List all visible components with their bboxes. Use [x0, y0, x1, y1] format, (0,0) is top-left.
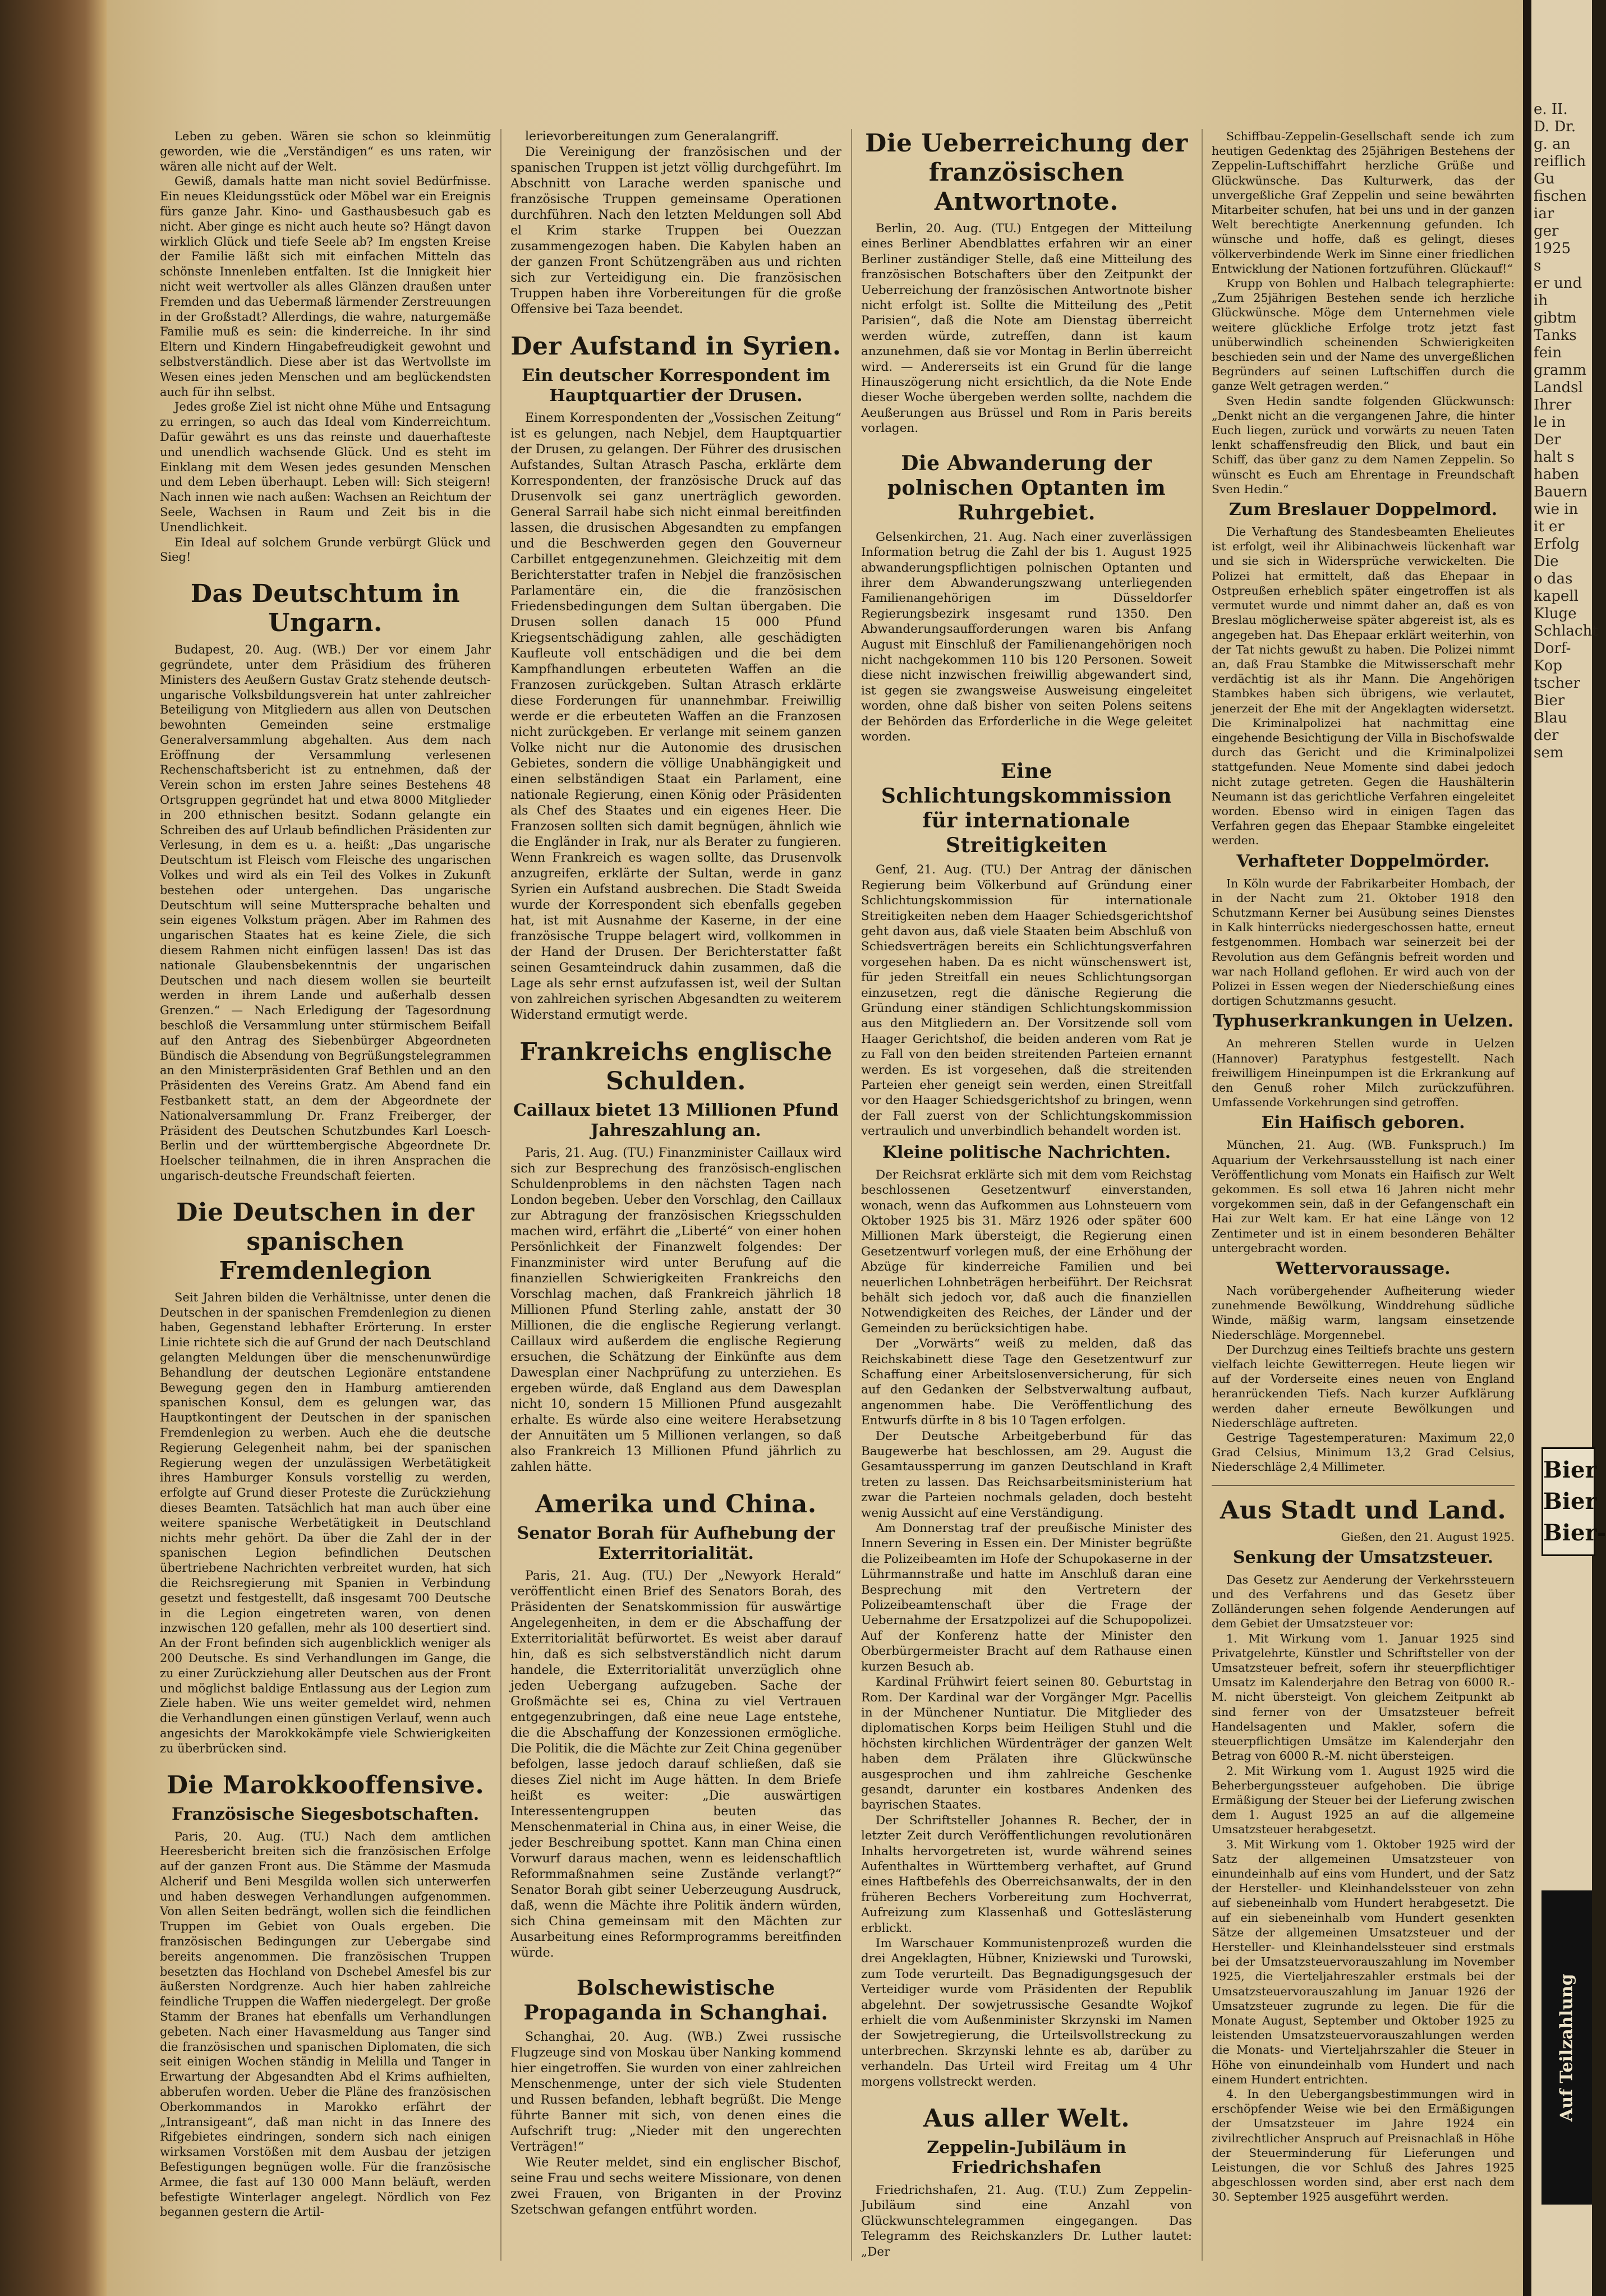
column-rule	[851, 129, 852, 2261]
adjacent-page-fragment: halt s	[1534, 449, 1575, 466]
article-haifisch	[1212, 1138, 1515, 1255]
paragraph: Genf, 21. Aug. (TU.) Der Antrag der dänischen Regierung beim Völkerbund auf Gründung einer Schlichtungskommission für internationale Streitigkeiten neben dem Haager Schiedsgerichtshof geht davon aus, daß viele Staaten beim Abschluß von Schiedsverträgen bereits ein Schlichtungsverfahren vorgesehen haben. Da es nicht wünschenswert ist, für jeden Streitfall ein neues Schlichtungsorgan einzusetzen, regt die dänische Regierung die Gründung einer ständigen Schlichtungskommission aus den Mitgliedern an. Der Vorsitzende soll vom Haager Gerichtshof, die beiden anderen vom Rat je zu Fall von den beiden streitenden Parteien ernannt werden. Es ist vorgesehen, daß die streitenden Parteien eher geneigt sein werden, einen Streitfall vor den Haager Schiedsgerichtshof zu bringen, wenn der Fall zuerst von der Schlichtungskommission vertraulich und unverbindlich behandelt worden ist.	[861, 863, 1192, 1139]
headline-kleine-nachrichten: Kleine politische Nachrichten.	[882, 1142, 1171, 1162]
article-antwortnote	[861, 221, 1192, 436]
adjacent-page-fragment: 1925	[1534, 240, 1571, 257]
adjacent-page-fragment: Gu	[1534, 171, 1555, 187]
article-wettervoraussage	[1212, 1283, 1515, 1475]
article-family-ideal	[160, 129, 491, 565]
adjacent-page-fragment: le in	[1534, 414, 1566, 431]
article-marokkooffensive	[160, 1829, 491, 2220]
article-marokko-continued	[510, 129, 841, 318]
article-polnische-optanten	[861, 530, 1192, 745]
subheadline-korrespondent-drusen: Ein deutscher Korrespondent im Hauptquartier der Drusen.	[522, 366, 830, 406]
paragraph: Paris, 21. Aug. (TU.) Der „Newyork Herald“ veröffentlicht einen Brief des Senators Borah, des Präsidenten der Senatskommission für auswärtige Angelegenheiten, in dem er die Abschaffung der Exterritorialität befürwortet. Es weist aber darauf hin, daß es sich selbstverständlich nicht darum handele, die Exterritorialität unverzüglich ohne jeden Uebergang aufzugeben. Sache der Großmächte sei es, China zu viel Vertrauen entgegenzubringen, daß eine neue Lage entstehe, die die Abschaffung der Konzessionen ermögliche. Die Politik, die die Mächte zur Zeit China gegenüber befolgen, lasse jedoch darauf schließen, daß sie dieses Ziel nicht im Auge hätten. In dem Briefe heißt es weiter: „Die auswärtigen Interessentengruppen beuten das Menschenmaterial in China aus, in einer Weise, die jeder Beschreibung spottet. Kann man China einen Vorwurf daraus machen, wenn es leidenschaftlich Reformmaßnahmen seine Zustände verlangt?“ Senator Borah gibt seiner Ueberzeugung Ausdruck, daß, wenn die Mächte ihre Politik ändern würden, sich China gemeinsam mit den Mächten zur Ausarbeitung eines Reformprogramms bereitfinden würde.	[510, 1569, 841, 1960]
paragraph: Schiffbau-Zeppelin-Gesellschaft sende ich zum heutigen Gedenktag des 25jährigen Bestehens der Zeppelin-Luftschiffahrt herzliche Grüße und Glückwünsche. Das Kulturwerk, das der unvergeßliche Graf Zeppelin und seine bewährten Mitarbeiter schufen, hat bei uns und in der ganzen Welt berechtigte Anerkennung gefunden. Ich wünsche und hoffe, daß es gelingt, dieses völkerverbindende Werk im Sinne einer friedlichen Entwicklung der Nationen fortzuführen. Glückauf!“	[1212, 130, 1515, 275]
headline-antwortnote: Die Ueberreichung der französischen Antwortnote.	[865, 129, 1188, 216]
paragraph: Im Warschauer Kommunistenprozeß wurden die drei Angeklagten, Hübner, Kniziewski und Turowski, zum Tode verurteilt. Das Begnadigungsgesuch der Verteidiger wurde vom Präsidenten der Republik abgelehnt. Der sowjetrussische Gesandte Wojkof erhielt die vom Außenminister Skrzynski im Namen der Sowjetregierung, die Urteilsvollstreckung zu unterbrechen. Skrzynski lehnte es ab, darüber zu verhandeln. Das Urteil wird Freitag um 4 Uhr morgens vollstreckt werden.	[861, 1936, 1192, 2089]
article-amerika-china	[510, 1568, 841, 1961]
adjacent-page-fragment: g. an	[1534, 136, 1571, 153]
adjacent-page-fragment: fein	[1534, 344, 1562, 361]
headline-aus-aller-welt: Aus aller Welt.	[923, 2104, 1130, 2133]
headline-propaganda-schanghai: Bolschewistische Propaganda in Schanghai.	[523, 1976, 829, 2024]
adjacent-page-fragment: gibtm	[1534, 310, 1577, 326]
paragraph: Jedes große Ziel ist nicht ohne Mühe und Entsagung zu erringen, so auch das Ideal vom Kinderreichtum. Dafür gewährt es uns das reinste und dauerhafteste und unendlich wachsende Glück. Und es steht im Einklang mit dem Wesen jedes gesunden Menschen und dem Leben überhaupt. Leben will: Sich steigern! Nach innen wie nach außen: Wachsen an Reichtum der Seele, Wachsen in Raum und Zeit bis in die Unendlichkeit.	[160, 400, 491, 534]
adjacent-page-fragment: e. II.	[1534, 101, 1568, 118]
adjacent-page-fragment: er und	[1534, 275, 1582, 292]
article-frankreich-schulden	[510, 1145, 841, 1475]
column-1	[160, 129, 491, 2283]
headline-aufstand-syrien: Der Aufstand in Syrien.	[510, 332, 841, 361]
adjacent-page-fragment: iar	[1534, 205, 1554, 222]
paragraph: Der Schriftsteller Johannes R. Becher, der in letzter Zeit durch Veröffentlichungen revolutionären Inhalts hervorgetreten ist, wurde während seines Aufenthaltes in Württemberg verhaftet, auf Grund eines Haftbefehls des Oberreichsanwalts, der in den früheren Bechers Vorbereitung zum Hochverrat, Aufreizung zum Klassenhaß und Gotteslästerung erblickt.	[861, 1813, 1192, 1935]
paragraph: Die Vereinigung der französischen und der spanischen Truppen ist jetzt völlig durchgeführt. Im Abschnitt von Larache werden spanische und französische Truppen gemeinsame Operationen durchführen. Nach den letzten Meldungen soll Abd el Krim starke Truppen bei Ouezzan zusammengezogen haben. Die Kabylen haben an der ganzen Front Schützengräben aus und richten sich zur Verteidigung ein. Die französischen Truppen haben ihre Vorbereitungen für die große Offensive bei Taza beendet.	[510, 145, 841, 316]
adjacent-page-fragment: gramm	[1534, 362, 1586, 379]
paragraph: Gewiß, damals hatte man nicht soviel Bedürfnisse. Ein neues Kleidungsstück oder Möbel war ein Ereignis fürs ganze Jahr. Kino- und Gasthausbesuch gab es nicht. Aber ginge es nicht auch heute so? Hängt davon wirklich Glück und tiefe Seele ab? Im engsten Kreise der Familie läßt sich mit einfachen Mitteln das schönste Innenleben entfalten. Ist die Innigkeit hier nicht weit wertvoller als alles Glänzen draußen unter Fremden und das Uebermaß lärmender Zerstreuungen in der Großstadt? Allerdings, die wahre, naturgemäße Familie muß es sein: die kinderreiche. In ihr sind Eltern und Kindern Hingabefreudigkeit gewohnt und selbstverständlich. Diese aber ist das Wertvollste im Wesen eines jeden Menschen und am beglückendsten auch für ihn selbst.	[160, 174, 491, 399]
headline-frankreich-schulden: Frankreichs englische Schulden.	[519, 1038, 832, 1096]
adjacent-page-fragment: tscher	[1534, 675, 1580, 692]
adjacent-page-fragment: it er	[1534, 518, 1564, 535]
column-rule	[500, 129, 501, 2261]
adjacent-page-fragment: sem	[1534, 744, 1564, 761]
subheadline-senator-borah: Senator Borah für Aufhebung der Exterritorialität.	[517, 1524, 835, 1563]
adjacent-page-fragment: ih	[1534, 292, 1548, 309]
article-breslauer-doppelmord	[1212, 524, 1515, 848]
subheadline-caillaux: Caillaux bietet 13 Millionen Pfund Jahreszahlung an.	[513, 1101, 839, 1140]
paragraph: Budapest, 20. Aug. (WB.) Der vor einem Jahr gegründete, unter dem Präsidium des früheren Ministers des Aeußern Gustav Gratz stehende deutsch-ungarische Volksbildungsverein hat unter zahlreicher Beteiligung von Mitgliedern aus allen von Deutschen bewohnten Gemeinden seine erstmalige Generalversammlung abgehalten. Aus dem nach Eröffnung der Versammlung verlesenen Rechenschaftsbericht ist zu entnehmen, daß der Verein schon im ersten Jahre seines Bestehens 48 Ortsgruppen gegründet hat und etwa 8000 Mitglieder in 200 ethnischen besitzt. Sodann gelangte ein Schreiben des auf Urlaub befindlichen Präsidenten zur Verlesung, in dem es u. a. heißt: „Das ungarische Deutschtum ist Fleisch vom Fleische des ungarischen Volkes und wird als ein Teil des Volkes in Zukunft bestehen oder untergehen. Das ungarische Deutschtum will seine Muttersprache behalten und sein eigenes Volkstum prägen. Aber im Rahmen des ungarischen Staates hat es keine Ziele, die sich diesem Rahmen nicht einfügen lassen! Das ist das nationale Glaubensbekenntnis der ungarischen Deutschen und nach diesem wollen sie beurteilt werden in ihrem Lande und außerhalb dessen Grenzen.“ — Nach Erledigung der Tagesordnung beschloß die Versammlung unter stürmischem Beifall auf den Antrag des Siebenbürger Abgeordneten Bündisch die Absendung von Begrüßungstelegrammen an den Ministerpräsidenten Graf Bethlen und an den Präsidenten des Vereins Gratz. Am Abend fand ein Festbankett statt, an dem der Abgeordnete der Nationalversammlung Dr. Franz Freiberger, der Präsident des Deutschen Schutzbundes Karl Loesch-Berlin und der württembergische Abgeordnete Dr. Hoelscher teilnahmen, die in ihren Ansprachen die ungarisch-deutsche Freundschaft feierten.	[160, 643, 491, 1182]
paragraph: Wie Reuter meldet, sind ein englischer Bischof, seine Frau und sechs weitere Missionare, von denen zwei Frauen, von Briganten in der Provinz Szetschwan gefangen entführt worden.	[510, 2156, 841, 2217]
section-divider	[1212, 1485, 1515, 1486]
headline-breslauer-doppelmord: Zum Breslauer Doppelmord.	[1228, 500, 1498, 520]
paragraph: Der Deutsche Arbeitgeberbund für das Baugewerbe hat beschlossen, am 29. August die Gesamtaussperrung im ganzen Deutschland in Kraft treten zu lassen. Das Reichsarbeitsministerium hat zwar die Parteien nochmals geladen, doch besteht wenig Aussicht auf eine Verständigung.	[861, 1429, 1192, 1520]
adjacent-page-fragment: Ihrer	[1534, 397, 1572, 413]
paragraph: 3. Mit Wirkung vom 1. Oktober 1925 wird der Satz der allgemeinen Umsatzsteuer von einundeinhalb auf eins vom Hundert, und der Satz der Hersteller- und Kleinhandelssteuer von zehn auf siebeneinhalb vom Hundert herabgesetzt. Die auf ein siebeneinhalb vom Hundert gesenkten Sätze der allgemeinen Umsatzsteuer und der Hersteller- und Kleinhandelssteuer sind erstmals bei der Umsatzsteuervorauszahlung im November 1925, die Vierteljahreszahler erstmals bei der Umsatzsteuervorauszahlung im Januar 1926 der Umsatzsteuer zugrunde zu legen. Die für die Monate August, September und Oktober 1925 zu leistenden Umsatzsteuervorauszahlungen werden die Monats- und Vierteljahrszahler die Steuer in Höhe von einundeinhalb vom Hundert und nach einem Hundert entrichten.	[1212, 1837, 1515, 2086]
paragraph: Gelsenkirchen, 21. Aug. Nach einer zuverlässigen Information betrug die Zahl der bis 1. August 1925 abwanderungspflichtigen polnischen Optanten und ihrer dem Abwanderungszwang unterliegenden Familienangehörigen im Düsseldorfer Regierungsbezirk insgesamt rund 1350. Den Abwanderungsaufforderungen waren bis Anfang August mit Einschluß der Familienangehörigen noch nicht nachgekommen 110 bis 120 Personen. Soweit diese nicht inzwischen freiwillig abgewandert sind, ist gegen sie zwangsweise Ausweisung eingeleitet worden, ohne daß bisher von seiten Polens seitens der Behörden das Erforderliche in die Wege geleitet worden.	[861, 530, 1192, 744]
adjacent-page-fragment: Dorf-	[1534, 640, 1571, 657]
adjacent-ad-teilzahlung: Auf Teilzahlung	[1541, 1890, 1592, 2205]
paragraph: Berlin, 20. Aug. (TU.) Entgegen der Mitteilung eines Berliner Abendblattes erfahren wir an einer Berliner zuständiger Stelle, daß eine Mitteilung des französischen Botschafters über den Zeitpunkt der Ueberreichung der französischen Antwortnote bisher nicht erfolgt ist. Sollte die Mitteilung des „Petit Parisien“, daß die Note am Dienstag überreicht werden würde, zutreffen, dann ist kaum anzunehmen, daß sie vor Montag in Berlin überreicht wird. — Andererseits ist ein Grund für die lange Hinauszögerung nicht ersichtlich, da die Note Ende dieser Woche übergeben werden sollte, nachdem die Aeußerungen aus Brüssel und Rom in Paris bereits vorlagen.	[861, 222, 1192, 436]
paragraph: 2. Mit Wirkung vom 1. August 1925 wird die Beherbergungssteuer aufgehoben. Die übrige Ermäßigung der Steuer bei der Lieferung zwischen dem 1. August 1925 an auf die allgemeine Umsatzsteuer herabgesetzt.	[1212, 1764, 1515, 1837]
article-deutschtum-ungarn	[160, 642, 491, 1184]
article-propaganda-schanghai	[510, 2030, 841, 2218]
paragraph: Der Durchzug eines Teiltiefs brachte uns gestern vielfach leichte Gewitterregen. Heute liegen wir auf der Vorderseite eines neuen von England heranrückenden Tiefs. Nach kurzer Aufklärung werden daher erneute Bewölkungen und Niederschläge auftreten.	[1212, 1342, 1515, 1430]
headline-deutschtum-ungarn: Das Deutschtum in Ungarn.	[190, 579, 461, 638]
paragraph: 1. Mit Wirkung vom 1. Januar 1925 sind Privatgelehrte, Künstler und Schriftsteller von der Umsatzsteuer befreit, sofern ihr steuerpflichtiger Umsatz im Kalenderjahre den Betrag von 6000 R.-M. nicht übersteigt. Von gleichem Zeitpunkt ab sind ferner von der Umsatzsteuer befreit Handelsagenten und Makler, sofern die steuerpflichtigen Umsätze im Kalenderjahr den Betrag von 6000 R.-M. nicht übersteigen.	[1212, 1631, 1515, 1763]
column-4	[1212, 129, 1515, 2283]
headline-marokkooffensive: Die Marokkooffensive.	[166, 1770, 485, 1800]
headline-wettervoraussage: Wettervoraussage.	[1276, 1259, 1451, 1279]
article-typhus-uelzen	[1212, 1036, 1515, 1110]
adjacent-page-fragment: D. Dr.	[1534, 118, 1576, 135]
paragraph: Krupp von Bohlen und Halbach telegraphierte: „Zum 25jährigen Bestehen sende ich herzliche Glückwünsche. Möge dem Unternehmen viele weitere glückliche Erfolge trotz jetzt fast unüberwindlich scheinenden Schwierigkeiten beschieden sein und der Name des unvergeßlichen Begründers auf seinen Luftschiffen durch die ganze Welt getragen werden.“	[1212, 277, 1515, 393]
paragraph: Kardinal Frühwirt feiert seinen 80. Geburtstag in Rom. Der Kardinal war der Vorgänger Mgr. Pacellis in der Münchener Nuntiatur. Die Mitglieder des diplomatischen Korps beim Heiligen Stuhl und die höchsten kirchlichen Würdenträger der ganzen Welt haben dem Prälaten ihre Glückwünsche ausgesprochen und ihm zahlreiche Geschenke gesandt, darunter ein kostbares Andenken des bayrischen Staates.	[861, 1675, 1192, 1812]
paragraph: In Köln wurde der Fabrikarbeiter Hombach, der in der Nacht zum 21. Oktober 1918 den Schutzmann Kerner bei Ausübung seines Dienstes in Kalk hinterrücks niedergeschossen hatte, erneut festgenommen. Hombach war seinerzeit bei der Revolution aus dem Gefängnis befreit worden und war nach Holland geflohen. Er wird auch von der Polizei in Essen wegen der Niederschießung eines dortigen Schutzmanns gesucht.	[1212, 876, 1515, 1008]
column-2	[510, 129, 841, 2283]
adjacent-page-fragment: wie in	[1534, 501, 1579, 518]
paragraph: Schanghai, 20. Aug. (WB.) Zwei russische Flugzeuge sind von Moskau über Nanking kommend hier eingetroffen. Sie wurden von einer zahlreichen Menschenmenge, unter der sich viele Studenten und Russen befanden, lebhaft begrüßt. Die Menge führte Banner mit sich, von denen eines die Aufschrift trug: „Nieder mit den ungerechten Verträgen!“	[510, 2030, 841, 2154]
adjacent-page-fragment: der	[1534, 727, 1559, 744]
article-fremdenlegion	[160, 1290, 491, 1756]
adjacent-page-fragment: Blau	[1534, 710, 1567, 726]
subheadline-zeppelin-jubilaeum: Zeppelin-Jubiläum in Friedrichshafen	[927, 2138, 1126, 2178]
article-schlichtungskommission	[861, 862, 1192, 1139]
headline-doppelmoerder: Verhafteter Doppelmörder.	[1236, 851, 1490, 871]
adjacent-page-fragment: Tanks	[1534, 327, 1577, 344]
headline-amerika-china: Amerika und China.	[535, 1490, 817, 1519]
adjacent-page-fragment: o das	[1534, 570, 1573, 587]
adjacent-page-fragment: Bier	[1534, 692, 1565, 709]
paragraph: Das Gesetz zur Aenderung der Verkehrssteuern und des Verfahrens und das Gesetz über Zolländerungen sehen folgende Aenderungen auf dem Gebiet der Umsatzsteuer vor:	[1212, 1572, 1515, 1631]
paragraph: Gestrige Tagestemperaturen: Maximum 22,0 Grad Celsius, Minimum 13,2 Grad Celsius, Niederschläge 2,4 Millimeter.	[1212, 1431, 1515, 1474]
article-senkung-umsatzsteuer	[1212, 1572, 1515, 2205]
adjacent-page-fragment: Kluge	[1534, 605, 1577, 622]
paragraph: Seit Jahren bilden die Verhältnisse, unter denen die Deutschen in der spanischen Fremdenlegion zu dienen haben, Gegenstand lebhafter Erörterung. In erster Linie richtete sich die auf Grund der nach Deutschland gelangten Meldungen über die menschenunwürdige Behandlung der deutschen Legionäre entstandene Bewegung gegen den in Hamburg amtierenden spanischen Konsul, dem es gelungen war, das Hauptkontingent der Deutschen in der spanischen Fremdenlegion zu werben. Auch ehe die deutsche Regierung Gelegenheit nahm, bei der spanischen Regierung wegen der unzulässigen Werbetätigkeit ihres Hamburger Konsuls vorstellig zu werden, erfolgte auf Grund dieser Proteste die Zurückziehung dieses Beamten. Tatsächlich hat man auch über eine weitere spanische Werbetätigkeit in Deutschland nichts mehr gehört. Da über die Zahl der in der spanischen Legion befindlichen Deutschen übertriebene Nachrichten verbreitet wurden, hat sich die Reichsregierung mit Spanien in Verbindung gesetzt und festgestellt, daß insgesamt 700 Deutsche in die Legion eingetreten waren, von denen inzwischen 120 gefallen, mehr als 100 desertiert sind. An der Front befinden sich augenblicklich weniger als 200 Deutsche. Es sind Verhandlungen im Gange, die zu einer Zurückziehung aller Deutschen aus der Front und möglichst baldige Entlassung aus der Legion zum Ziele haben. Wie uns weiter gemeldet wird, nehmen die Verhandlungen einen günstigen Verlauf, wenn auch angesichts der Marokkokämpfe viele Schwierigkeiten zu überbrücken sind.	[160, 1290, 491, 1755]
adjacent-page-fragment: Kop	[1534, 657, 1563, 674]
column-rule	[1202, 129, 1203, 2261]
paragraph: Paris, 21. Aug. (TU.) Finanzminister Caillaux wird sich zur Besprechung des französisch-englischen Schuldenproblems in den nächsten Tagen nach London begeben. Ueber den Vorschlag, den Caillaux zur Abtragung der französischen Kriegsschulden machen wird, erfährt die „Liberté“ von einer hohen Persönlichkeit der Finanzwelt folgendes: Der Finanzminister wird unter Berufung auf die finanziellen Schwierigkeiten Frankreichs den Vorschlag machen, daß Frankreich jährlich 18 Millionen Pfund Sterling zahle, anstatt der 30 Millionen, die die englische Regierung verlangt. Caillaux wird außerdem die englische Regierung ersuchen, die Schätzung der Einkünfte aus dem Dawesplan einer Nachprüfung zu unterziehen. Es ergeben würde, daß England aus dem Dawesplan nicht 10, sondern 15 Millionen Pfund ausgezahlt erhalte. Es würde also eine weitere Herabsetzung der Annuitäten um 5 Millionen verlangen, so daß also Frankreich 13 Millionen Pfund jährlich zu zahlen hätte.	[510, 1146, 841, 1474]
adjacent-ad-bier: Bier Bier Bier-	[1541, 1447, 1595, 1556]
paragraph: Die Verhaftung des Standesbeamten Ehelieutes ist erfolgt, weil ihr Alibinachweis lückenhaft war und sie sich in Widersprüche verwickelten. Die Polizei hat ermittelt, daß das Ehepaar in Ostpreußen erheblich später eingetroffen ist als vermutet wurde und nimmt daher an, daß es von Breslau möglicherweise später abgereist ist, als es angegeben hat. Das Ehepaar erklärt weiterhin, von der Tat nichts gewußt zu haben. Die Polizei nimmt an, daß Frau Stambke die Mitwisserschaft mehr verdächtig ist als ihr Mann. Die Angehörigen Stambkes haben sich übrigens, wie verlautet, jenerzeit der Ehe mit der Angeklagten widersetzt. Die Kriminalpolizei hat nachmittag eine eingehende Besichtigung der Villa in Bischofswalde durch das Gericht und die Kriminalpolizei stattgefunden. Neue Momente sind dabei jedoch nicht zutage getreten. Gegen die Haushälterin Neumann ist das gerichtliche Verfahren eingeleitet worden. Ebenso wird in einigen Tagen das Verfahren gegen das Ehepaar Stambke eingeleitet werden.	[1212, 525, 1515, 848]
adjacent-page-fragment: Der	[1534, 431, 1561, 448]
article-zeppelin-jubilaeum	[861, 2183, 1192, 2260]
paragraph: Leben zu geben. Wären sie schon so kleinmütig geworden, wie die „Verständigen“ es uns raten, wir wären alle nicht auf der Welt.	[160, 130, 491, 173]
article-zeppelin-continued	[1212, 129, 1515, 496]
paragraph: Einem Korrespondenten der „Vossischen Zeitung“ ist es gelungen, nach Nebjel, dem Hauptquartier der Drusen, zu gelangen. Der Führer des drusischen Aufstandes, Sultan Atrasch Pascha, erklärte dem Korrespondenten, der französische Druck auf das Drusenvolk sei ganz unerträglich geworden. General Sarrail habe sich nicht einmal bereitfinden lassen, die drusischen Abgesandten zu empfangen und die Beschwerden gegen den Gouverneur Carbillet entgegenzunehmen. Gleichzeitig mit dem Berichterstatter trafen in Nebjel die französischen Parlamentäre ein, die die französischen Friedensbedingungen dem Sultan übergaben. Die Drusen sollen danach 15 000 Pfund Kriegsentschädigung zahlen, alle geschädigten Kaufleute voll entschädigen und die bei dem Kampfhandlungen erbeuteten Waffen an die Franzosen zurückgeben. Sultan Atrasch erklärte diese Forderungen für unannehmbar. Freiwillig werde er die erbeuteten Waffen an die Franzosen nicht zurückgeben. Er verlange mit seinem ganzen Volke nicht nur die Autonomie des drusischen Gebietes, sondern die völlige Unabhängigkeit und einen selbständigen Staat ein Parlament, eine nationale Regierung, einen König oder Präsidenten als Chef des Staates und ein eigenes Heer. Die Franzosen sollten sich damit begnügen, ähnlich wie die Engländer in Irak, nur als Berater zu fungieren. Wenn Frankreich es wagen sollte, das Drusenvolk anzugreifen, erklärte der Sultan, werde in ganz Syrien ein Aufstand ausbrechen. Die Stadt Sweida wurde der Korrespondent sich ebenfalls gegeben hat, ist mit Ausnahme der Kaserne, in der eine französische Truppe belagert wird, vollkommen in der Hand der Drusen. Der Berichterstatter faßt seinen Gesamteindruck dahin zusammen, daß die Lage als sehr ernst aufzufassen ist, weil der Sultan von zahlreichen syrischen Abgesandten zu weiterem Widerstand ermutigt werde.	[510, 411, 841, 1022]
adjacent-page-text	[1531, 0, 1598, 762]
paragraph: Friedrichshafen, 21. Aug. (T.U.) Zum Zeppelin-Jubiläum sind eine Anzahl von Glückwunschtelegrammen eingegangen. Das Telegramm des Reichskanzlers Dr. Luther lautet: „Der	[861, 2183, 1192, 2259]
column-3	[861, 129, 1192, 2283]
adjacent-page-fragment: s	[1534, 257, 1541, 274]
article-kleine-nachrichten	[861, 1167, 1192, 2090]
adjacent-page-fragment: Die	[1534, 553, 1559, 570]
adjacent-page-fragment: Erfolg	[1534, 536, 1580, 553]
headline-senkung-umsatzsteuer: Senkung der Umsatzsteuer.	[1232, 1547, 1494, 1567]
paragraph: 4. In den Uebergangsbestimmungen wird in erschöpfender Weise wie bei den Ermäßigungen der Umsatzsteuer im Jahre 1924 ein zivilrechtlicher Anspruch auf Preisnachlaß in Höhe der Steuerminderung für Lieferungen und Leistungen, die vor Schluß des Jahres 1925 abgeschlossen worden sind, aber erst nach dem 30. September 1925 ausgeführt werden.	[1212, 2087, 1515, 2204]
adjacent-page-fragment: kapell	[1534, 588, 1579, 605]
paragraph: Der „Vorwärts“ weiß zu melden, daß das Reichskabinett diese Tage den Gesetzentwurf zur Schaffung einer Arbeitslosenversicherung, für sich auf den Gedanken der Selbstverwaltung aufbaut, angenommen habe. Die Veröffentlichung des Entwurfs dürfte in 8 bis 10 Tagen erfolgen.	[861, 1337, 1192, 1428]
paragraph: München, 21. Aug. (WB. Funkspruch.) Im Aquarium der Verkehrsausstellung ist nach einer Veröffentlichung vom Monats ein Haifisch zur Welt gekommen. Es soll etwa 16 Jahren nicht mehr vorgekommen sein, daß in der Gefangenschaft ein Hai zur Welt kam. Er hat eine Länge von 12 Zentimeter und ist in einem besonderen Behälter untergebracht worden.	[1212, 1138, 1515, 1255]
headline-aus-stadt-und-land: Aus Stadt und Land.	[1220, 1496, 1507, 1525]
adjacent-page-fragment: Landsl	[1534, 379, 1583, 396]
paragraph: Nach vorübergehender Aufheiterung wieder zunehmende Bewölkung, Winddrehung südliche Winde, mäßig warm, langsam einsetzende Niederschläge. Morgennebel.	[1212, 1284, 1515, 1342]
headline-typhus-uelzen: Typhuserkrankungen in Uelzen.	[1212, 1011, 1514, 1032]
article-aufstand-syrien	[510, 411, 841, 1023]
headline-schlichtungskommission: Eine Schlichtungskommission für internationale Streitigkeiten	[881, 760, 1172, 858]
adjacent-page-fragment: ger	[1534, 223, 1559, 240]
dateline-giessen: Gießen, den 21. August 1925.	[1341, 1530, 1515, 1544]
adjacent-page-fragment: fischen	[1534, 188, 1587, 205]
paragraph: lerievorbereitungen zum Generalangriff.	[525, 130, 779, 144]
adjacent-page-fragment: haben	[1534, 466, 1580, 483]
paragraph: Ein Ideal auf solchem Grunde verbürgt Glück und Sieg!	[160, 535, 491, 564]
adjacent-page-fragment: reiflich	[1534, 153, 1586, 170]
adjacent-page-fragment: Bauern	[1534, 484, 1587, 500]
headline-haifisch: Ein Haifisch geboren.	[1261, 1113, 1465, 1133]
adjacent-page-fragment: Schlacht	[1534, 623, 1598, 639]
headline-polnische-optanten: Die Abwanderung der polnischen Optanten im Ruhrgebiet.	[887, 451, 1166, 524]
paragraph: Am Donnerstag traf der preußische Minister des Innern Severing in Essen ein. Der Minister begrüßte die Polizeibeamten im Hofe der Schupokaserne in der Lührmannstraße und hatte im Anschluß daran eine Besprechung mit den Vertretern der Polizeibeamtenschaft über die Frage der Uebernahme der Ersatzpolizei auf die Schupopolizei. Auf der Konferenz hatte der Minister den Oberbürgermeister Bracht auf dem Rathause einen kurzen Besuch ab.	[861, 1521, 1192, 1674]
subheadline-siegesbotschaften: Französische Siegesbotschaften.	[171, 1804, 480, 1824]
paragraph: An mehreren Stellen wurde in Uelzen (Hannover) Paratyphus festgestellt. Nach freiwilligem Hineinpumpen ist die Erkrankung auf den Genuß roher Milch zurückzuführen. Umfassende Vorkehrungen sind getroffen.	[1212, 1037, 1515, 1110]
headline-fremdenlegion: Die Deutschen in der spanischen Fremdenlegion	[176, 1198, 475, 1285]
paragraph: Paris, 20. Aug. (TU.) Nach dem amtlichen Heeresbericht breiten sich die französischen Erfolge auf der ganzen Front aus. Die Stämme der Masmuda Alcherif und Beni Mesgilda wollen sich unterwerfen und haben deswegen Verhandlungen aufgenommen. Von allen Seiten bedrängt, wollen sich die feindlichen Truppen im Gebiet von Ouals ergeben. Die französischen Bedingungen zur Uebergabe sind bereits angenommen. Die französischen Truppen besetzten das Hochland von Dschebel Amesfel bis zur äußersten Nordgrenze. Auch hier haben zahlreiche feindliche Truppen die Waffen niedergelegt. Der große Stamm der Branes hat ebenfalls um Verhandlungen gebeten. Nach einer Havasmeldung aus Tanger sind die französischen und spanischen Diplomaten, die sich seit einigen Wochen ständig in Melilla und Tanger in Erwartung der Abgesandten Abd el Krims aufhielten, abberufen worden. Ueber die Pläne des französischen Oberkommandos in Marokko erfährt der „Intransigeant“, daß man nicht in das Innere des Rifgebietes eindringen, sondern sich nach einigen wirksamen Vorstößen mit dem Ausbau der jetzigen Befestigungen begnügen wolle. Für die französische Armee, die fast auf 130 000 Mann beläuft, werden befestigte Winterlager angelegt. Nördlich von Fez begannen gestern die Artil-	[160, 1829, 491, 2219]
paragraph: Sven Hedin sandte folgenden Glückwunsch: „Denkt nicht an die vergangenen Jahre, die hinter Euch liegen, zurück und vorwärts zu neuen Taten lenkt schaffensfreudig den Blick, und baut ein Schiff, das über ganz zu dem Namen Zeppelin. So wünscht es Euch am Ehrentage in Freundschaft Sven Hedin.“	[1212, 394, 1515, 496]
book-spine	[0, 0, 107, 2296]
paragraph: Der Reichsrat erklärte sich mit dem vom Reichstag beschlossenen Gesetzentwurf einverstanden, wonach, wenn das Aufkommen aus Lohnsteuern vom Oktober 1925 bis 31. März 1926 oder später 600 Millionen Mark übersteigt, die Regierung einen Gesetzentwurf vorlegen muß, der eine Erhöhung der Abzüge für kinderreiche Familien und bei neuerlichen Lohnbeträgen herbeiführt. Der Reichsrat behält sich jedoch vor, daß auch die finanziellen Notwendigkeiten des Reiches, der Länder und der Gemeinden zu berücksichtigen habe.	[861, 1167, 1192, 1336]
article-doppelmoerder	[1212, 876, 1515, 1009]
